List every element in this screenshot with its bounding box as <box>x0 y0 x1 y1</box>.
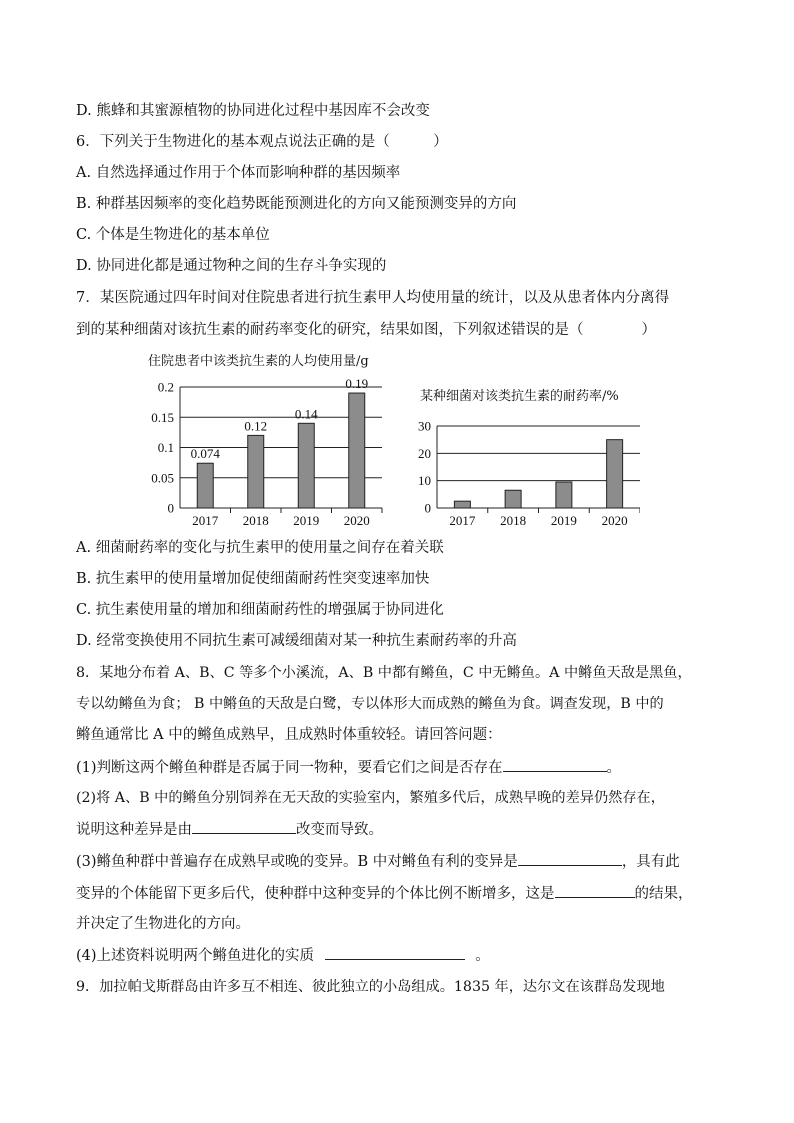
q8-sub2-text: 说明这种差异是由 <box>76 822 192 838</box>
q7-stem-line1: 7．某医院通过四年时间对住院患者进行抗生素甲人均使用量的统计，以及从患者体内分离得 <box>76 290 670 306</box>
bar <box>607 440 623 508</box>
q7-option-a: A. 细菌耐药率的变化与抗生素甲的使用量之间存在着关联 <box>76 540 444 556</box>
x-tick-label: 2019 <box>293 513 320 528</box>
data-label: 0.19 <box>345 376 369 392</box>
y-tick-label: 0 <box>424 500 431 516</box>
q7-option-b: B. 抗生素甲的使用量增加促使细菌耐药性突变速率加快 <box>76 571 430 587</box>
y-tick-label: 0.1 <box>157 440 174 455</box>
y-tick-label: 0.15 <box>151 409 174 425</box>
x-tick-label: 2017 <box>192 513 219 528</box>
bar <box>454 501 470 508</box>
q5-option-d: D. 熊蜂和其蜜源植物的协同进化过程中基因库不会改变 <box>76 103 430 119</box>
x-tick-label: 2018 <box>500 513 527 528</box>
q8-sub3-text2: ，具有此 <box>621 854 680 870</box>
data-label: 0.074 <box>190 446 220 462</box>
data-label: 0.14 <box>294 406 318 422</box>
bar <box>248 435 264 508</box>
chart-antibiotic-usage <box>145 360 385 535</box>
y-tick-label: 0.2 <box>157 379 174 395</box>
q8-sub3-line1 <box>76 851 680 872</box>
y-tick-label: 10 <box>418 473 431 489</box>
q8-sub4-blank[interactable] <box>325 945 465 960</box>
q6-option-b: B. 种群基因频率的变化趋势既能预测进化的方向又能预测变异的方向 <box>76 196 517 212</box>
q8-stem-line3: 鳉鱼通常比 A 中的鳉鱼成熟早，且成熟时体重较轻。请回答问题： <box>76 727 502 743</box>
q8-sub3-blank1[interactable] <box>518 851 622 866</box>
y-tick-label: 30 <box>418 418 431 434</box>
bar <box>505 490 521 508</box>
chart-resistance-rate <box>400 360 640 535</box>
q8-sub3-line3: 并决定了生物进化的方向。 <box>76 916 250 932</box>
q8-sub4 <box>76 945 490 966</box>
q8-sub3-blank2[interactable] <box>555 883 635 898</box>
x-tick-label: 2017 <box>449 513 476 528</box>
q7-option-d: D. 经常变换使用不同抗生素可减缓细菌对某一种抗生素耐药率的升高 <box>76 633 517 649</box>
bar <box>298 423 314 508</box>
q8-sub2-line1: (2)将 A、B 中的鳉鱼分别饲养在无天敌的实验室内，繁殖多代后，成熟早晚的差异仍然存在， <box>76 790 665 806</box>
bar <box>556 482 572 508</box>
x-tick-label: 2020 <box>343 513 370 528</box>
q8-sub2-blank[interactable] <box>192 819 296 834</box>
chart1-title: 住院患者中该类抗生素的人均使用量/g <box>148 354 369 369</box>
q8-sub3-text4: 的结果， <box>634 886 693 902</box>
y-tick-label: 0.05 <box>151 470 174 486</box>
q6-option-c: C. 个体是生物进化的基本单位 <box>76 227 270 243</box>
q8-stem-line1: 8．某地分布着 A、B、C 等多个小溪流，A、B 中都有鳉鱼，C 中无鳉鱼。A 中鳉鱼天敌是黑鱼， <box>76 665 692 681</box>
q8-sub2-end: 改变而导致。 <box>296 822 383 838</box>
q6-option-d: D. 协同进化都是通过物种之间的生存斗争实现的 <box>76 258 387 274</box>
x-tick-label: 2020 <box>601 513 628 528</box>
q6-stem: 6．下列关于生物进化的基本观点说法正确的是（ ） <box>76 134 448 150</box>
q8-sub2-line2 <box>76 819 383 840</box>
q8-sub4-text: (4)上述资料说明两个鳉鱼进化的实质 <box>76 948 315 964</box>
q7-stem-line2: 到的某种细菌对该抗生素的耐药率变化的研究，结果如图，下列叙述错误的是（ ） <box>76 322 656 338</box>
q7-option-c: C. 抗生素使用量的增加和细菌耐药性的增强属于协同进化 <box>76 602 444 618</box>
q8-stem-line2: 专以幼鳉鱼为食； B 中鳉鱼的天敌是白鹭，专以体形大而成熟的鳉鱼为食。调查发现，B 中的 <box>76 696 664 712</box>
q6-option-a: A. 自然选择通过作用于个体而影响种群的基因频率 <box>76 165 401 181</box>
x-tick-label: 2019 <box>550 513 577 528</box>
q9-stem: 9．加拉帕戈斯群岛由许多互不相连、彼此独立的小岛组成。1835 年，达尔文在该群岛发现地 <box>76 979 665 995</box>
q8-sub3-line2 <box>76 883 693 904</box>
data-label: 0.12 <box>244 418 268 434</box>
y-tick-label: 20 <box>418 445 431 461</box>
q8-sub3-text3: 变异的个体能留下更多后代，使种群中这种变异的个体比例不断增多，这是 <box>76 886 555 902</box>
q8-sub1 <box>76 757 621 778</box>
x-tick-label: 2018 <box>242 513 269 528</box>
y-tick-label: 0 <box>167 500 174 516</box>
bar <box>197 463 213 508</box>
q8-sub3-text1: (3)鳉鱼种群中普遍存在成熟早或晚的变异。B 中对鳉鱼有利的变异是 <box>76 854 518 870</box>
bar <box>349 393 365 508</box>
chart2-title: 某种细菌对该类抗生素的耐药率/% <box>420 389 619 404</box>
q8-sub1-end: 。 <box>606 760 622 776</box>
q8-sub1-blank[interactable] <box>503 757 607 772</box>
q8-sub1-text: (1)判断这两个鳉鱼种群是否属于同一物种，要看它们之间是否存在 <box>76 760 503 776</box>
q8-sub4-end: 。 <box>475 948 490 964</box>
